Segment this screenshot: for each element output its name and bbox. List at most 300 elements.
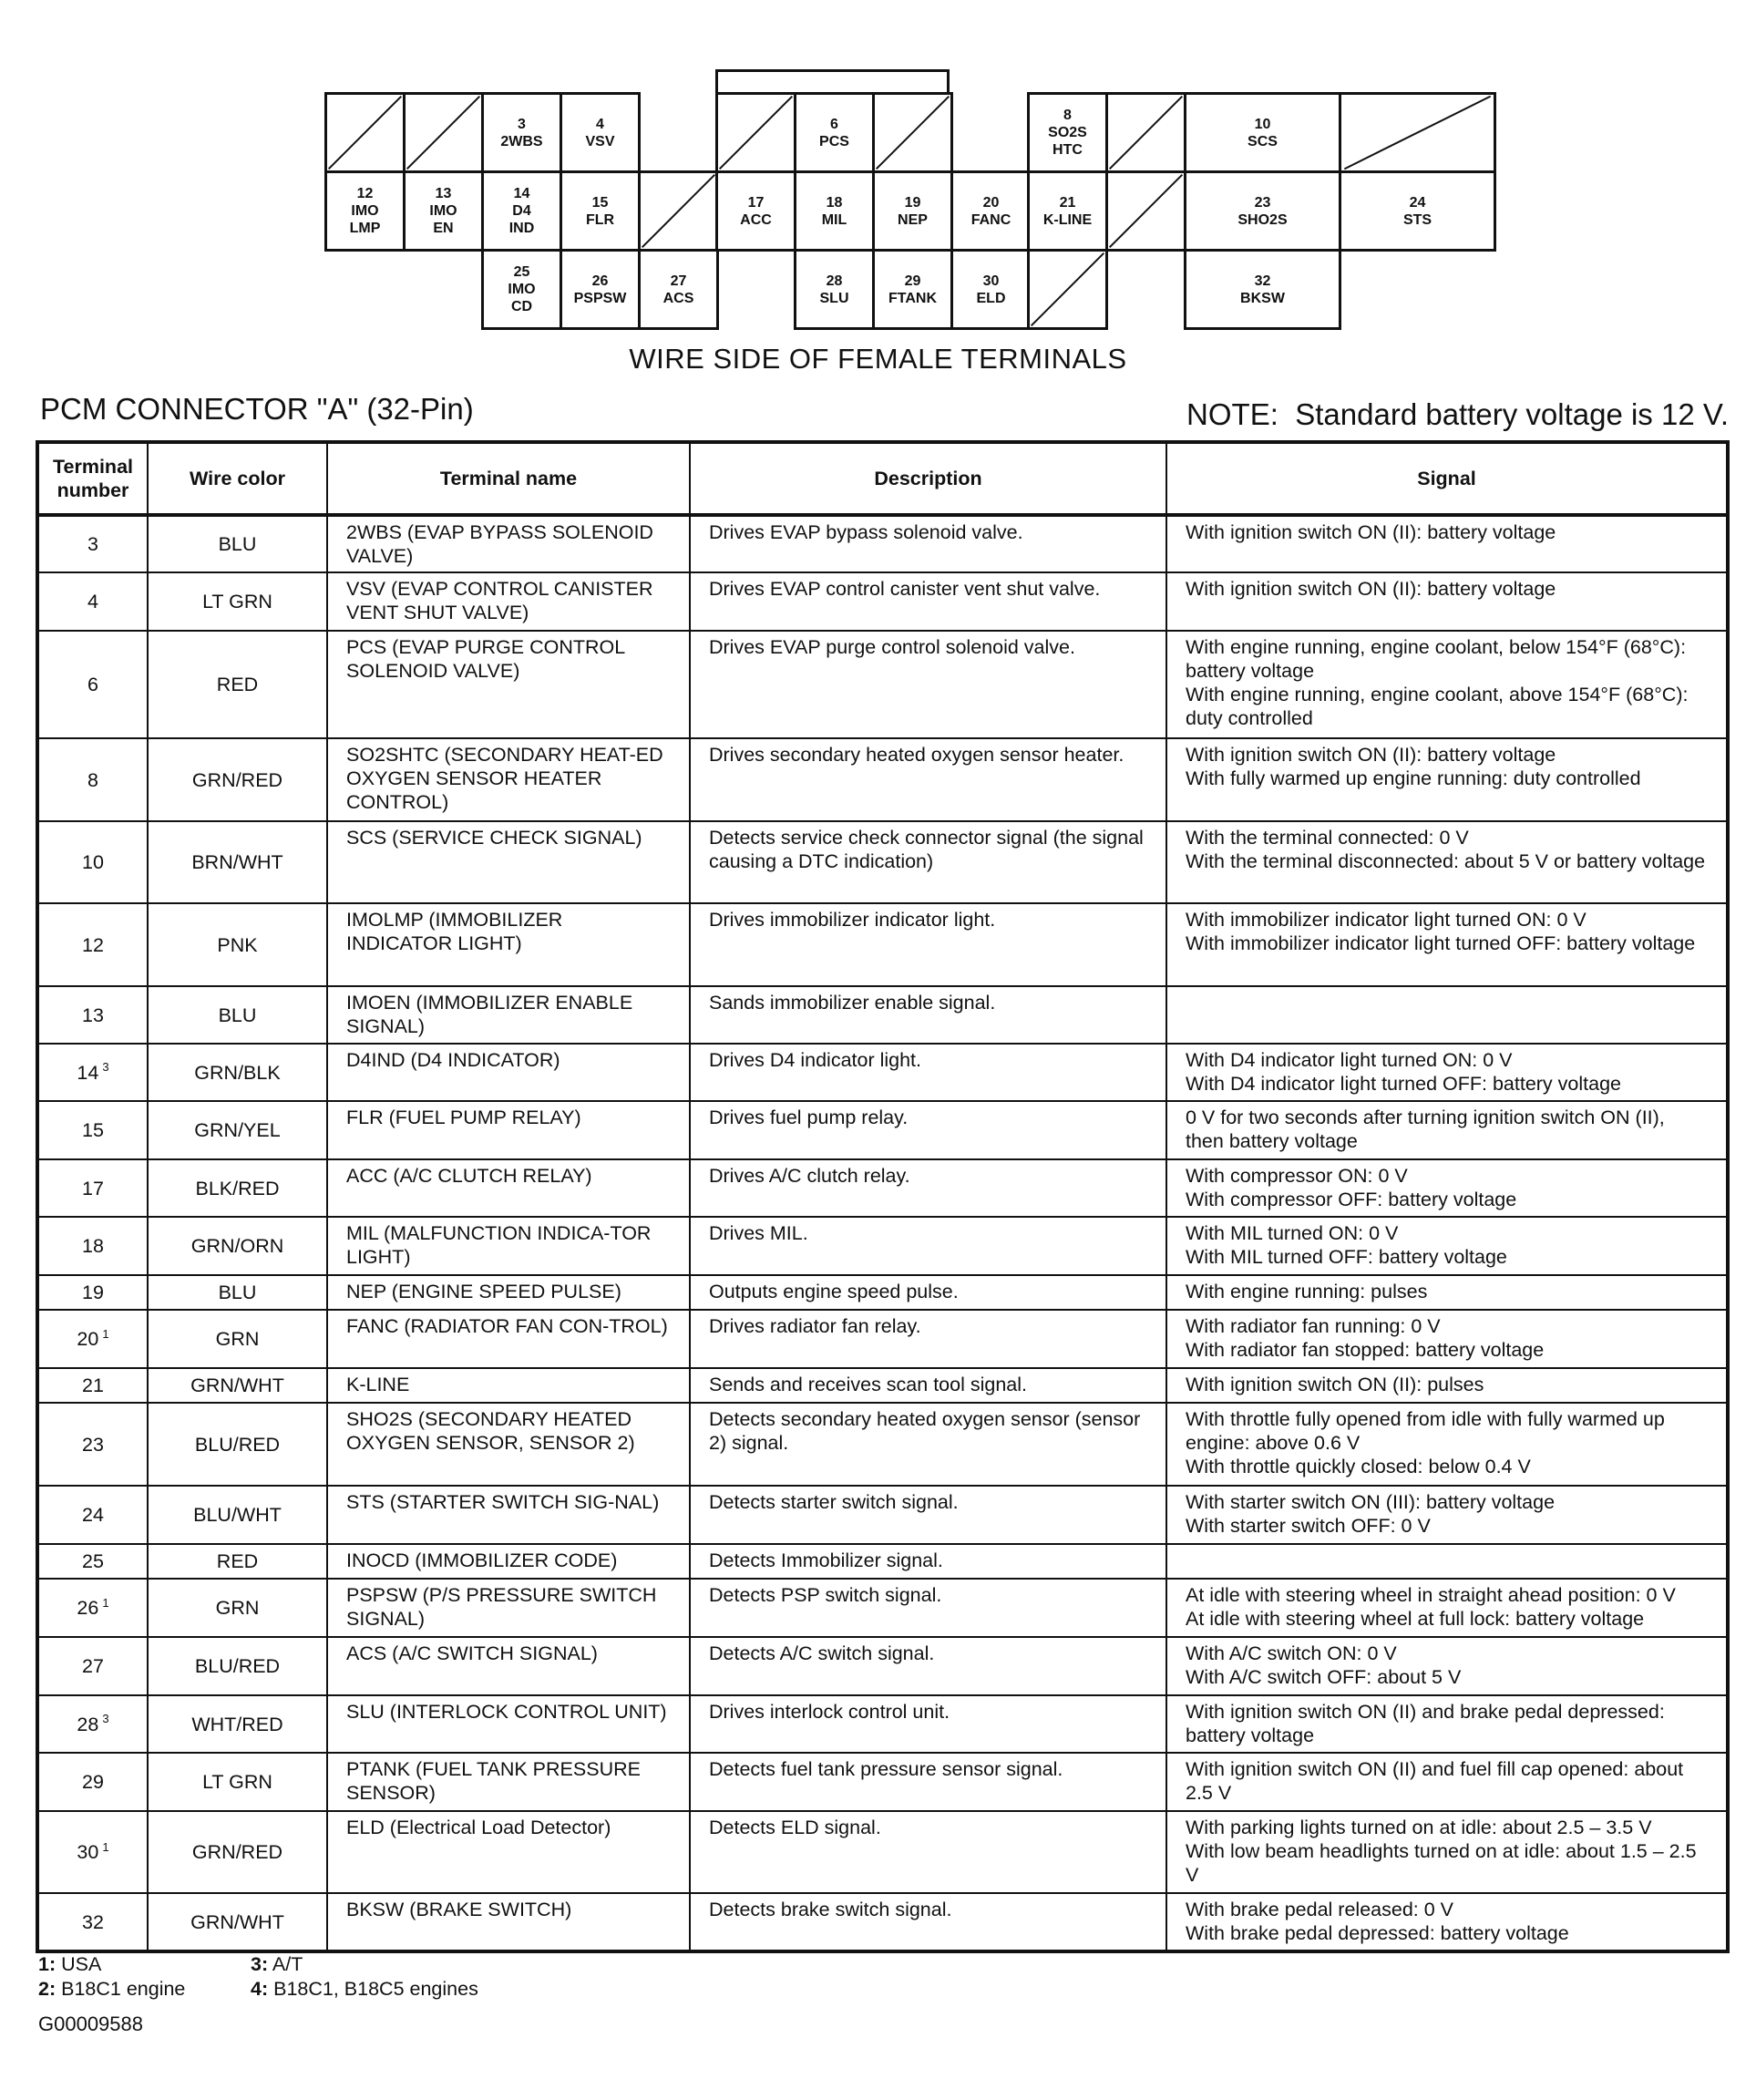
wire-color-cell: BLU bbox=[148, 986, 327, 1044]
connector-terminal bbox=[1027, 92, 1108, 173]
footnote-ref: 1 bbox=[102, 1839, 109, 1854]
terminal-number-cell bbox=[37, 821, 148, 903]
signal-line: With radiator fan running: 0 V bbox=[1186, 1315, 1441, 1337]
terminal-number: 14 bbox=[513, 186, 530, 201]
terminal-abbrev: SCS bbox=[1248, 133, 1278, 149]
table-row bbox=[37, 1579, 1728, 1637]
diagram-caption: WIRE SIDE OF FEMALE TERMINALS bbox=[629, 343, 1127, 375]
terminal-abbrev: VSV bbox=[585, 133, 615, 149]
terminal-number-cell bbox=[37, 1695, 148, 1753]
signal-cell bbox=[1166, 1893, 1728, 1951]
table-row bbox=[37, 986, 1728, 1044]
wire-color-cell: BLK/RED bbox=[148, 1159, 327, 1217]
signal-cell bbox=[1166, 1217, 1728, 1275]
connector-blank-cavity bbox=[1339, 92, 1496, 173]
terminal-name-cell: SO2SHTC (SECONDARY HEAT-ED OXYGEN SENSOR HEATER CONTROL) bbox=[327, 738, 690, 821]
terminal-name-cell: SCS (SERVICE CHECK SIGNAL) bbox=[327, 821, 690, 903]
table-row bbox=[37, 1310, 1728, 1368]
terminal-number: 32 bbox=[1254, 273, 1271, 289]
terminal-abbrev: NEP bbox=[898, 211, 928, 228]
terminal-abbrev: SO2S bbox=[1048, 125, 1087, 140]
terminal-number: 6 bbox=[87, 674, 98, 695]
terminal-abbrev: LMP bbox=[349, 221, 381, 236]
terminal-number: 17 bbox=[747, 194, 765, 211]
terminal-number-cell bbox=[37, 1486, 148, 1544]
wire-color-cell: GRN/WHT bbox=[148, 1893, 327, 1951]
col-header-terminal: Terminal number bbox=[37, 442, 148, 515]
terminal-number-cell bbox=[37, 1893, 148, 1951]
table-row bbox=[37, 1217, 1728, 1275]
footnote-text: USA bbox=[61, 1953, 102, 1975]
signal-line: With compressor ON: 0 V bbox=[1186, 1165, 1408, 1187]
wire-color-cell: RED bbox=[148, 631, 327, 738]
table-row bbox=[37, 1101, 1728, 1159]
description-cell: Outputs engine speed pulse. bbox=[690, 1275, 1166, 1310]
terminal-number: 10 bbox=[1254, 116, 1271, 132]
terminal-name-cell: PCS (EVAP PURGE CONTROL SOLENOID VALVE) bbox=[327, 631, 690, 738]
connector-terminal bbox=[560, 92, 641, 173]
terminal-abbrev: ACS bbox=[662, 290, 694, 306]
terminal-name-cell: INOCD (IMMOBILIZER CODE) bbox=[327, 1544, 690, 1579]
description-cell: Drives secondary heated oxygen sensor heater. bbox=[690, 738, 1166, 821]
connector-terminal bbox=[403, 170, 484, 252]
wire-color-cell: WHT/RED bbox=[148, 1695, 327, 1753]
terminal-abbrev: STS bbox=[1402, 211, 1433, 228]
table-row bbox=[37, 1893, 1728, 1951]
connector-terminal bbox=[1027, 170, 1108, 252]
table-row bbox=[37, 1811, 1728, 1893]
wire-color-cell: BRN/WHT bbox=[148, 821, 327, 903]
terminal-number: 3 bbox=[87, 533, 98, 555]
footnote bbox=[251, 1952, 303, 1977]
footnote-text: A/T bbox=[272, 1953, 303, 1975]
terminal-abbrev: FANC bbox=[970, 211, 1011, 228]
signal-line: With low beam headlights turned on at idle: about 1.5 – 2.5 V bbox=[1186, 1840, 1697, 1886]
signal-line: With immobilizer indicator light turned ON: 0 V bbox=[1186, 909, 1587, 931]
signal-cell bbox=[1166, 1637, 1728, 1695]
signal-line: With brake pedal released: 0 V bbox=[1186, 1899, 1453, 1920]
connector-terminal bbox=[560, 170, 641, 252]
connector-terminal bbox=[950, 170, 1032, 252]
table-row bbox=[37, 1403, 1728, 1486]
terminal-number: 19 bbox=[82, 1282, 104, 1303]
terminal-name-cell: NEP (ENGINE SPEED PULSE) bbox=[327, 1275, 690, 1310]
table-body bbox=[37, 515, 1728, 1951]
signal-cell bbox=[1166, 515, 1728, 572]
terminal-number: 13 bbox=[82, 1004, 104, 1026]
terminal-number-cell bbox=[37, 1159, 148, 1217]
terminal-number: 20 bbox=[982, 194, 1000, 211]
signal-line: 0 V for two seconds after turning ignition switch ON (II), then battery voltage bbox=[1186, 1107, 1665, 1152]
description-cell: Detects service check connector signal (the signal causing a DTC indication) bbox=[690, 821, 1166, 903]
terminal-number: 4 bbox=[596, 116, 604, 132]
description-cell: Drives immobilizer indicator light. bbox=[690, 903, 1166, 986]
terminal-abbrev: HTC bbox=[1053, 142, 1083, 158]
blank-cavity-slash bbox=[641, 173, 716, 249]
connector-terminal bbox=[1184, 170, 1341, 252]
terminal-abbrev: D4 bbox=[512, 203, 531, 219]
wire-color-cell: GRN/RED bbox=[148, 1811, 327, 1893]
signal-line: With ignition switch ON (II): battery voltage bbox=[1186, 578, 1556, 600]
terminal-number: 23 bbox=[1254, 194, 1271, 211]
table-row bbox=[37, 1275, 1728, 1310]
description-cell: Detects A/C switch signal. bbox=[690, 1637, 1166, 1695]
footnote-ref: 1 bbox=[102, 1326, 109, 1341]
terminal-number: 25 bbox=[82, 1550, 104, 1572]
table-header-row bbox=[37, 442, 1728, 515]
connector-blank-cavity bbox=[1027, 249, 1108, 330]
footnote-ref: 3 bbox=[102, 1060, 109, 1075]
terminal-number: 27 bbox=[82, 1655, 104, 1677]
table-row bbox=[37, 1044, 1728, 1101]
signal-cell bbox=[1166, 1368, 1728, 1403]
terminal-abbrev: BKSW bbox=[1240, 290, 1285, 306]
col-header-signal: Signal bbox=[1166, 442, 1728, 515]
connector-terminal bbox=[324, 170, 406, 252]
description-cell: Detects brake switch signal. bbox=[690, 1893, 1166, 1951]
signal-line: With the terminal disconnected: about 5 V or battery voltage bbox=[1186, 850, 1706, 872]
signal-line: With immobilizer indicator light turned OFF: battery voltage bbox=[1186, 932, 1696, 954]
terminal-number: 29 bbox=[904, 273, 921, 289]
description-cell: Drives EVAP bypass solenoid valve. bbox=[690, 515, 1166, 572]
connector-terminal bbox=[481, 170, 562, 252]
terminal-number: 24 bbox=[1409, 194, 1426, 211]
footnote-ref: 1 bbox=[102, 1595, 109, 1610]
terminal-number: 19 bbox=[904, 194, 921, 211]
terminal-number: 32 bbox=[82, 1910, 104, 1933]
terminal-abbrev: SLU bbox=[819, 290, 849, 306]
terminal-number-cell bbox=[37, 1403, 148, 1486]
terminal-number: 8 bbox=[1063, 108, 1072, 123]
footnote-key: 4: bbox=[251, 1978, 269, 2000]
wire-color-cell: GRN/RED bbox=[148, 738, 327, 821]
wire-color-cell: BLU/RED bbox=[148, 1403, 327, 1486]
signal-line: With ignition switch ON (II): pulses bbox=[1186, 1374, 1484, 1395]
wire-color-cell: BLU bbox=[148, 515, 327, 572]
blank-cavity-slash bbox=[327, 95, 403, 170]
terminal-abbrev: FTANK bbox=[888, 290, 938, 306]
description-cell: Drives EVAP control canister vent shut valve. bbox=[690, 572, 1166, 631]
connector-diagram bbox=[0, 0, 1756, 328]
terminal-name-cell: STS (STARTER SWITCH SIG-NAL) bbox=[327, 1486, 690, 1544]
connector-blank-cavity bbox=[324, 92, 406, 173]
signal-line: With the terminal connected: 0 V bbox=[1186, 827, 1469, 849]
description-cell: Sands immobilizer enable signal. bbox=[690, 986, 1166, 1044]
connector-terminal bbox=[794, 170, 875, 252]
signal-line: With ignition switch ON (II): battery voltage bbox=[1186, 521, 1556, 543]
signal-line: With D4 indicator light turned OFF: battery voltage bbox=[1186, 1073, 1621, 1095]
blank-cavity-slash bbox=[875, 95, 950, 170]
footnote-ref: 3 bbox=[102, 1712, 109, 1726]
table-row bbox=[37, 1486, 1728, 1544]
terminal-name-cell: PSPSW (P/S PRESSURE SWITCH SIGNAL) bbox=[327, 1579, 690, 1637]
terminal-number-cell bbox=[37, 903, 148, 986]
terminal-number-cell bbox=[37, 1811, 148, 1893]
footnote-key: 3: bbox=[251, 1953, 269, 1975]
description-cell: Detects secondary heated oxygen sensor (sensor 2) signal. bbox=[690, 1403, 1166, 1486]
footnote-text: B18C1 engine bbox=[61, 1978, 186, 2000]
terminal-number-cell bbox=[37, 1579, 148, 1637]
connector-terminal bbox=[715, 170, 796, 252]
signal-line: With ignition switch ON (II) and brake pedal depressed: battery voltage bbox=[1186, 1701, 1665, 1746]
signal-cell bbox=[1166, 1275, 1728, 1310]
signal-cell bbox=[1166, 1811, 1728, 1893]
terminal-number-cell bbox=[37, 1753, 148, 1811]
signal-line: With A/C switch ON: 0 V bbox=[1186, 1642, 1397, 1664]
description-cell: Detects starter switch signal. bbox=[690, 1486, 1166, 1544]
signal-line: With engine running: pulses bbox=[1186, 1281, 1428, 1302]
terminal-number-cell bbox=[37, 631, 148, 738]
connector-terminal bbox=[1339, 170, 1496, 252]
terminal-number: 4 bbox=[87, 591, 98, 612]
signal-cell bbox=[1166, 1579, 1728, 1637]
signal-cell bbox=[1166, 1403, 1728, 1486]
connector-blank-cavity bbox=[715, 92, 796, 173]
terminal-number: 28 bbox=[826, 273, 843, 289]
description-cell: Detects ELD signal. bbox=[690, 1811, 1166, 1893]
signal-line: At idle with steering wheel at full lock: battery voltage bbox=[1186, 1608, 1645, 1630]
terminal-number: 15 bbox=[82, 1119, 104, 1141]
wire-color-cell: PNK bbox=[148, 903, 327, 986]
table-row bbox=[37, 572, 1728, 631]
table-row bbox=[37, 515, 1728, 572]
terminal-number: 25 bbox=[513, 264, 530, 280]
wire-color-cell: GRN/WHT bbox=[148, 1368, 327, 1403]
table-row bbox=[37, 1368, 1728, 1403]
terminal-abbrev: IMO bbox=[508, 282, 536, 297]
col-header-terminal-name: Terminal name bbox=[327, 442, 690, 515]
description-cell: Drives D4 indicator light. bbox=[690, 1044, 1166, 1101]
signal-cell bbox=[1166, 1544, 1728, 1579]
terminal-number: 26 bbox=[591, 273, 609, 289]
wire-color-cell: LT GRN bbox=[148, 1753, 327, 1811]
signal-line: With radiator fan stopped: battery voltage bbox=[1186, 1339, 1545, 1361]
battery-note bbox=[1186, 397, 1729, 432]
terminal-number: 21 bbox=[1059, 194, 1076, 211]
terminal-number: 14 bbox=[77, 1061, 99, 1084]
signal-cell bbox=[1166, 572, 1728, 631]
signal-cell bbox=[1166, 1310, 1728, 1368]
wire-color-cell: GRN bbox=[148, 1579, 327, 1637]
signal-cell bbox=[1166, 986, 1728, 1044]
signal-line: With engine running, engine coolant, above 154°F (68°C): duty controlled bbox=[1186, 684, 1689, 729]
terminal-abbrev: K-LINE bbox=[1042, 211, 1093, 228]
signal-line: With fully warmed up engine running: duty controlled bbox=[1186, 767, 1641, 789]
terminal-name-cell: VSV (EVAP CONTROL CANISTER VENT SHUT VALVE) bbox=[327, 572, 690, 631]
terminal-abbrev: PCS bbox=[819, 133, 849, 149]
terminal-abbrev: IMO bbox=[429, 203, 457, 219]
blank-cavity-slash bbox=[1341, 95, 1494, 170]
terminal-number-cell bbox=[37, 515, 148, 572]
terminal-name-cell: 2WBS (EVAP BYPASS SOLENOID VALVE) bbox=[327, 515, 690, 572]
table-row bbox=[37, 903, 1728, 986]
connector-blank-cavity bbox=[403, 92, 484, 173]
connector-terminal bbox=[872, 170, 953, 252]
description-cell: Sends and receives scan tool signal. bbox=[690, 1368, 1166, 1403]
terminal-number-cell bbox=[37, 1275, 148, 1310]
wire-color-cell: GRN/YEL bbox=[148, 1101, 327, 1159]
footnote-key: 2: bbox=[38, 1978, 56, 2000]
col-header-wire-color: Wire color bbox=[148, 442, 327, 515]
table-row bbox=[37, 1544, 1728, 1579]
terminal-name-cell: BKSW (BRAKE SWITCH) bbox=[327, 1893, 690, 1951]
signal-cell bbox=[1166, 1044, 1728, 1101]
connector-terminal bbox=[794, 249, 875, 330]
signal-cell bbox=[1166, 1486, 1728, 1544]
terminal-number-cell bbox=[37, 1368, 148, 1403]
description-cell: Detects PSP switch signal. bbox=[690, 1579, 1166, 1637]
terminal-number-cell bbox=[37, 738, 148, 821]
signal-line: With ignition switch ON (II) and fuel fill cap opened: about 2.5 V bbox=[1186, 1758, 1684, 1804]
table-row bbox=[37, 631, 1728, 738]
terminal-number: 26 bbox=[77, 1597, 99, 1619]
terminal-number: 18 bbox=[826, 194, 843, 211]
terminal-number-cell bbox=[37, 572, 148, 631]
signal-line: With compressor OFF: battery voltage bbox=[1186, 1189, 1517, 1210]
terminal-number: 18 bbox=[82, 1235, 104, 1257]
terminal-abbrev: MIL bbox=[821, 211, 847, 228]
connector-terminal bbox=[1184, 92, 1341, 173]
connector-blank-cavity bbox=[872, 92, 953, 173]
connector-terminal bbox=[794, 92, 875, 173]
page-title: PCM CONNECTOR "A" (32-Pin) bbox=[40, 392, 474, 426]
terminal-abbrev: EN bbox=[433, 221, 454, 236]
terminal-number-cell bbox=[37, 1217, 148, 1275]
description-cell: Drives fuel pump relay. bbox=[690, 1101, 1166, 1159]
terminal-name-cell: K-LINE bbox=[327, 1368, 690, 1403]
table-row bbox=[37, 1695, 1728, 1753]
wire-color-cell: BLU/WHT bbox=[148, 1486, 327, 1544]
blank-cavity-slash bbox=[1030, 252, 1105, 327]
signal-cell bbox=[1166, 631, 1728, 738]
note-text: Standard battery voltage is 12 V. bbox=[1295, 397, 1729, 431]
terminal-name-cell: FANC (RADIATOR FAN CON-TROL) bbox=[327, 1310, 690, 1368]
terminal-abbrev: ACC bbox=[740, 211, 772, 228]
description-cell: Detects Immobilizer signal. bbox=[690, 1544, 1166, 1579]
terminal-abbrev: CD bbox=[510, 299, 533, 314]
terminal-name-cell: PTANK (FUEL TANK PRESSURE SENSOR) bbox=[327, 1753, 690, 1811]
connector-terminal bbox=[481, 92, 562, 173]
signal-line: With D4 indicator light turned ON: 0 V bbox=[1186, 1049, 1513, 1071]
blank-cavity-slash bbox=[1108, 95, 1184, 170]
terminal-number: 10 bbox=[82, 851, 104, 873]
terminal-number: 17 bbox=[82, 1177, 104, 1199]
wire-color-cell: LT GRN bbox=[148, 572, 327, 631]
pin-table bbox=[36, 440, 1730, 1953]
terminal-name-cell: FLR (FUEL PUMP RELAY) bbox=[327, 1101, 690, 1159]
signal-cell bbox=[1166, 1753, 1728, 1811]
terminal-number: 28 bbox=[77, 1713, 99, 1735]
terminal-name-cell: MIL (MALFUNCTION INDICA-TOR LIGHT) bbox=[327, 1217, 690, 1275]
signal-cell bbox=[1166, 1101, 1728, 1159]
terminal-name-cell: ACC (A/C CLUTCH RELAY) bbox=[327, 1159, 690, 1217]
signal-line: At idle with steering wheel in straight ahead position: 0 V bbox=[1186, 1584, 1676, 1606]
wire-color-cell: GRN bbox=[148, 1310, 327, 1368]
terminal-number: 23 bbox=[82, 1433, 104, 1456]
connector-terminal bbox=[481, 249, 562, 330]
footnote-key: 1: bbox=[38, 1953, 56, 1975]
wire-color-cell: RED bbox=[148, 1544, 327, 1579]
terminal-number: 30 bbox=[77, 1841, 99, 1863]
terminal-abbrev: IMO bbox=[351, 203, 379, 219]
terminal-name-cell: IMOEN (IMMOBILIZER ENABLE SIGNAL) bbox=[327, 986, 690, 1044]
description-cell: Drives A/C clutch relay. bbox=[690, 1159, 1166, 1217]
table-row bbox=[37, 1753, 1728, 1811]
terminal-abbrev: ELD bbox=[976, 290, 1006, 306]
description-cell: Drives EVAP purge control solenoid valve. bbox=[690, 631, 1166, 738]
terminal-number: 21 bbox=[82, 1374, 104, 1396]
signal-line: With MIL turned ON: 0 V bbox=[1186, 1222, 1399, 1244]
signal-line: With throttle fully opened from idle with fully warmed up engine: above 0.6 V bbox=[1186, 1408, 1665, 1454]
note-label: NOTE: bbox=[1186, 397, 1278, 431]
signal-line: With starter switch ON (III): battery voltage bbox=[1186, 1491, 1556, 1513]
terminal-number: 20 bbox=[77, 1328, 99, 1350]
terminal-abbrev: 2WBS bbox=[500, 133, 543, 149]
signal-cell bbox=[1166, 903, 1728, 986]
terminal-abbrev: PSPSW bbox=[573, 290, 627, 306]
signal-line: With A/C switch OFF: about 5 V bbox=[1186, 1666, 1462, 1688]
terminal-number-cell bbox=[37, 986, 148, 1044]
signal-line: With parking lights turned on at idle: about 2.5 – 3.5 V bbox=[1186, 1817, 1652, 1838]
col-header-description: Description bbox=[690, 442, 1166, 515]
terminal-name-cell: SLU (INTERLOCK CONTROL UNIT) bbox=[327, 1695, 690, 1753]
connector-blank-cavity bbox=[638, 170, 719, 252]
connector-terminal bbox=[950, 249, 1032, 330]
wire-color-cell: GRN/BLK bbox=[148, 1044, 327, 1101]
terminal-name-cell: ELD (Electrical Load Detector) bbox=[327, 1811, 690, 1893]
table-row bbox=[37, 738, 1728, 821]
terminal-name-cell: SHO2S (SECONDARY HEATED OXYGEN SENSOR, SENSOR 2) bbox=[327, 1403, 690, 1486]
terminal-name-cell: D4IND (D4 INDICATOR) bbox=[327, 1044, 690, 1101]
wire-color-cell: BLU bbox=[148, 1275, 327, 1310]
table-row bbox=[37, 1637, 1728, 1695]
table-row bbox=[37, 1159, 1728, 1217]
signal-line: With ignition switch ON (II): battery voltage bbox=[1186, 744, 1556, 766]
connector-terminal bbox=[638, 249, 719, 330]
footnote bbox=[38, 1952, 101, 1977]
connector-blank-cavity bbox=[1105, 92, 1186, 173]
document-id: G00009588 bbox=[38, 2012, 143, 2035]
terminal-name-cell: IMOLMP (IMMOBILIZER INDICATOR LIGHT) bbox=[327, 903, 690, 986]
signal-line: With throttle quickly closed: below 0.4 V bbox=[1186, 1456, 1531, 1477]
signal-cell bbox=[1166, 738, 1728, 821]
description-cell: Drives radiator fan relay. bbox=[690, 1310, 1166, 1368]
terminal-number: 30 bbox=[982, 273, 1000, 289]
terminal-abbrev: SHO2S bbox=[1237, 211, 1288, 228]
signal-cell bbox=[1166, 1695, 1728, 1753]
blank-cavity-slash bbox=[1108, 173, 1184, 249]
signal-line: With starter switch OFF: 0 V bbox=[1186, 1515, 1431, 1537]
description-cell: Drives interlock control unit. bbox=[690, 1695, 1166, 1753]
terminal-number-cell bbox=[37, 1544, 148, 1579]
table-row bbox=[37, 821, 1728, 903]
terminal-number: 12 bbox=[356, 186, 374, 201]
blank-cavity-slash bbox=[718, 95, 794, 170]
connector-terminal bbox=[872, 249, 953, 330]
terminal-number: 3 bbox=[518, 116, 526, 132]
terminal-number: 15 bbox=[591, 194, 609, 211]
description-cell: Drives MIL. bbox=[690, 1217, 1166, 1275]
wire-color-cell: GRN/ORN bbox=[148, 1217, 327, 1275]
terminal-abbrev: IND bbox=[508, 221, 535, 236]
footnote-text: B18C1, B18C5 engines bbox=[273, 1978, 478, 2000]
terminal-number-cell bbox=[37, 1101, 148, 1159]
terminal-number: 8 bbox=[87, 768, 98, 791]
terminal-number: 6 bbox=[830, 116, 838, 132]
terminal-number: 12 bbox=[82, 933, 104, 956]
footnote bbox=[38, 1977, 185, 2002]
signal-line: With engine running, engine coolant, below 154°F (68°C): battery voltage bbox=[1186, 636, 1687, 682]
